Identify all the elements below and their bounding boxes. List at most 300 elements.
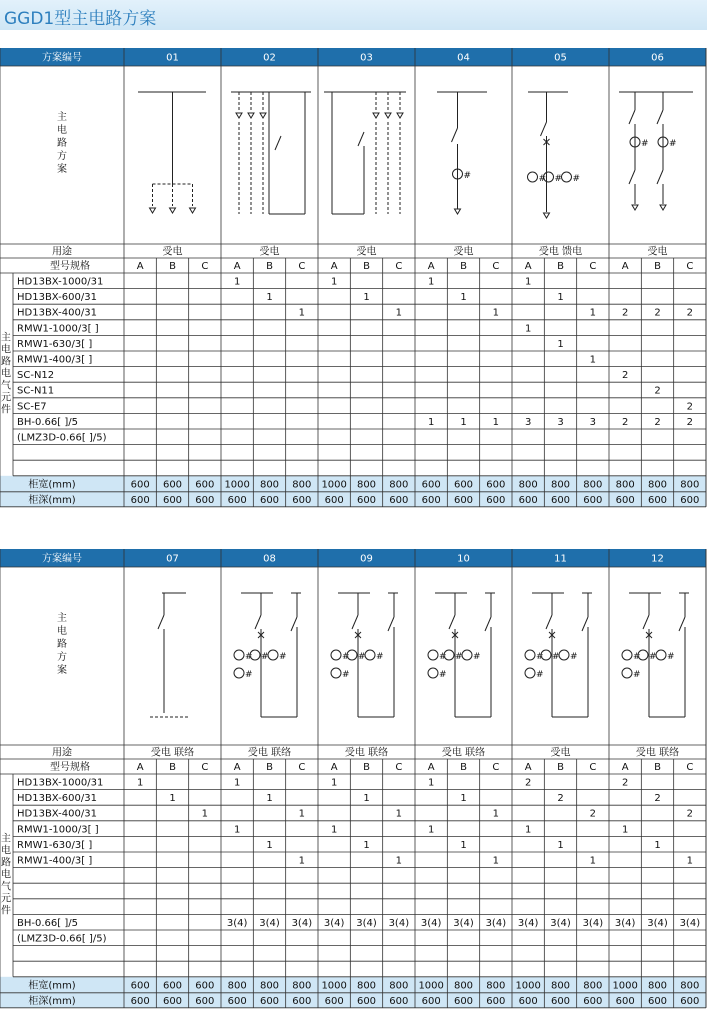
ct-mark: # (279, 652, 287, 662)
main-elec-label: 电 (1, 344, 11, 356)
depth-value: 600 (518, 995, 538, 1007)
main-elec-label: 电 (1, 368, 11, 380)
current-transformer-icon (656, 650, 666, 660)
depth-value: 600 (292, 494, 312, 506)
ct-mark: # (376, 652, 384, 662)
component-qty: 1 (266, 292, 273, 304)
width-value: 800 (356, 479, 377, 491)
width-value: 1000 (321, 479, 347, 491)
component-qty: 1 (363, 839, 370, 851)
depth-value: 600 (550, 494, 571, 506)
sub-col-label: B (557, 762, 564, 773)
component-label: HD13BX-600/31 (17, 292, 97, 304)
depth-value: 600 (518, 494, 538, 506)
component-label: HD13BX-1000/31 (17, 276, 104, 288)
component-qty: 1 (363, 292, 370, 304)
width-value: 800 (292, 980, 312, 992)
current-transformer-icon (562, 172, 572, 182)
width-value: 1000 (224, 479, 250, 491)
main-circuit-label: 路 (57, 138, 67, 149)
component-label: RMW1-400/3[ ] (17, 855, 93, 867)
component-qty: 1 (266, 793, 273, 805)
depth-value: 600 (453, 494, 474, 506)
main-elec-label: 主 (1, 332, 11, 344)
wire (275, 136, 281, 150)
component-qty: 3(4) (679, 917, 701, 929)
width-value: 600 (453, 479, 474, 491)
component-qty: 2 (654, 793, 661, 805)
component-qty: 2 (654, 385, 661, 397)
width-value: 600 (162, 479, 183, 491)
sub-col-label: C (589, 762, 597, 773)
depth-value: 600 (680, 995, 700, 1007)
width-value: 800 (550, 479, 571, 491)
usage-value: 受电 联络 (247, 747, 292, 759)
component-qty: 1 (557, 292, 564, 304)
width-value: 1000 (515, 980, 541, 992)
depth-value: 600 (615, 995, 635, 1007)
component-qty: 1 (492, 808, 500, 820)
wire (291, 617, 297, 631)
circuit-diagrams-2 (150, 593, 689, 717)
component-qty: 1 (589, 354, 597, 366)
component-qty: 3(4) (550, 917, 571, 929)
arrow-icon (150, 208, 156, 213)
main-circuit-label: 主 (57, 613, 67, 624)
depth-value: 600 (195, 995, 215, 1007)
sub-col-label: C (201, 762, 209, 773)
usage-value: 受电 联络 (441, 747, 486, 759)
sub-col-label: A (427, 261, 435, 272)
main-elec-label: 元 (1, 893, 11, 905)
component-qty: 1 (330, 777, 338, 789)
wire (629, 170, 635, 184)
scheme-number: 04 (457, 52, 470, 64)
component-qty: 3(4) (485, 917, 507, 929)
main-elec-label: 电 (1, 869, 11, 881)
component-qty: 1 (524, 276, 532, 288)
wire (158, 615, 164, 629)
wire (452, 128, 458, 142)
ct-mark: # (641, 139, 649, 149)
wire (358, 132, 364, 146)
component-qty: 1 (266, 839, 273, 851)
scheme-number: 12 (651, 553, 664, 565)
main-elec-label: 路 (1, 857, 11, 869)
component-label: BH-0.66[ ]/5 (17, 416, 78, 428)
arrow-icon (544, 213, 550, 218)
sub-col-label: C (298, 261, 306, 272)
depth-value: 600 (647, 995, 668, 1007)
ct-mark: # (554, 174, 563, 184)
component-qty: 2 (621, 777, 629, 789)
scheme-no-label: 方案编号 (42, 52, 82, 64)
depth-value: 600 (162, 494, 183, 506)
width-value: 800 (486, 980, 506, 992)
component-qty: 1 (460, 839, 467, 851)
depth-value: 600 (130, 494, 150, 506)
width-value: 800 (389, 479, 409, 491)
component-qty: 1 (492, 416, 500, 428)
sub-col-label: B (266, 261, 273, 272)
arrow-icon (190, 208, 196, 213)
wire (485, 617, 491, 631)
component-qty: 1 (460, 292, 467, 304)
component-qty: 1 (557, 338, 564, 350)
component-qty: 3(4) (647, 917, 668, 929)
component-qty: 1 (557, 839, 564, 851)
sub-col-label: A (136, 261, 144, 272)
ct-mark: # (669, 139, 677, 149)
component-qty: 1 (524, 323, 532, 335)
main-elec-label: 气 (1, 380, 11, 392)
sub-col-label: B (363, 762, 370, 773)
usage-value: 受电 (356, 246, 377, 258)
depth-value: 600 (292, 995, 312, 1007)
main-circuit-label: 电 (57, 626, 67, 637)
width-label: 柜宽(mm) (28, 479, 76, 491)
ct-mark: # (552, 652, 560, 662)
component-qty: 1 (395, 307, 403, 319)
width-value: 800 (453, 980, 474, 992)
ct-mark: # (358, 652, 366, 662)
sub-col-label: C (298, 762, 306, 773)
current-transformer-icon (525, 650, 535, 660)
main-elec-label: 路 (1, 356, 11, 368)
depth-value: 600 (486, 995, 506, 1007)
ct-mark: # (245, 652, 253, 662)
component-qty: 1 (524, 824, 532, 836)
width-value: 1000 (321, 980, 347, 992)
sub-col-label: A (330, 261, 338, 272)
component-qty: 3(4) (453, 917, 474, 929)
component-qty: 3 (557, 416, 564, 428)
usage-value: 受电 (550, 747, 571, 759)
current-transformer-icon (365, 650, 375, 660)
scheme-number: 08 (263, 553, 276, 565)
depth-value: 600 (324, 494, 344, 506)
ct-mark: # (463, 171, 472, 181)
scheme-number: 10 (457, 553, 470, 565)
component-qty: 1 (169, 793, 176, 805)
sub-col-label: C (395, 261, 403, 272)
wire (541, 122, 547, 136)
component-qty: 2 (654, 416, 661, 428)
wire (657, 170, 663, 184)
width-value: 800 (647, 980, 668, 992)
sub-col-label: C (492, 261, 500, 272)
component-qty: 2 (621, 370, 629, 382)
depth-value: 600 (259, 995, 280, 1007)
sub-col-label: A (524, 762, 532, 773)
depth-value: 600 (421, 995, 441, 1007)
component-label: RMW1-1000/3[ ] (17, 323, 99, 335)
depth-value: 600 (195, 494, 215, 506)
component-qty: 1 (621, 824, 629, 836)
component-label: HD13BX-400/31 (17, 307, 97, 319)
depth-value: 600 (324, 995, 344, 1007)
component-qty: 1 (427, 777, 435, 789)
current-transformer-icon (331, 668, 341, 678)
component-label: RMW1-400/3[ ] (17, 354, 93, 366)
component-qty: 3(4) (259, 917, 280, 929)
depth-label: 柜深(mm) (28, 995, 76, 1007)
width-label: 柜宽(mm) (28, 980, 76, 992)
arrow-icon (260, 113, 266, 118)
sub-col-label: B (460, 762, 467, 773)
component-label: (LMZ3D-0.66[ ]/5) (17, 432, 107, 444)
wire (679, 617, 685, 631)
depth-value: 600 (162, 995, 183, 1007)
wire (582, 617, 588, 631)
arrow-icon (455, 209, 461, 214)
current-transformer-icon (428, 668, 438, 678)
ct-mark: # (342, 670, 350, 680)
component-qty: 1 (427, 276, 435, 288)
component-label: RMW1-630/3[ ] (17, 839, 93, 851)
wire (629, 110, 635, 124)
arrow-icon (660, 205, 666, 210)
component-qty: 1 (492, 307, 500, 319)
depth-label: 柜深(mm) (28, 494, 76, 506)
component-qty: 1 (298, 855, 306, 867)
arrow-icon (236, 113, 242, 118)
current-transformer-icon (428, 650, 438, 660)
depth-value: 600 (389, 995, 409, 1007)
component-qty: 1 (686, 855, 694, 867)
ct-mark: # (261, 652, 269, 662)
model-label: 型号规格 (50, 261, 90, 272)
current-transformer-icon (462, 650, 472, 660)
current-transformer-icon (234, 650, 244, 660)
sub-col-label: B (460, 261, 467, 272)
sub-col-label: C (686, 762, 694, 773)
width-value: 800 (292, 479, 312, 491)
width-value: 600 (421, 479, 441, 491)
width-value: 800 (680, 980, 700, 992)
main-circuit-label: 电 (57, 125, 67, 136)
sub-col-label: B (654, 762, 661, 773)
component-qty: 2 (686, 808, 694, 820)
ct-mark: # (536, 670, 544, 680)
sub-col-label: B (654, 261, 661, 272)
width-value: 600 (130, 980, 150, 992)
component-qty: 1 (330, 276, 338, 288)
component-qty: 3 (589, 416, 597, 428)
scheme-number: 06 (651, 52, 664, 64)
component-qty: 3(4) (356, 917, 377, 929)
usage-value: 受电 联络 (344, 747, 389, 759)
depth-value: 600 (615, 494, 635, 506)
sub-col-label: A (427, 762, 435, 773)
component-qty: 1 (395, 808, 403, 820)
width-value: 800 (259, 479, 280, 491)
wire (546, 615, 552, 629)
component-qty: 1 (395, 855, 403, 867)
scheme-no-label: 方案编号 (42, 553, 82, 565)
depth-value: 600 (227, 494, 247, 506)
depth-value: 600 (680, 494, 700, 506)
usage-value: 受电 联络 (635, 747, 680, 759)
ct-mark: # (538, 174, 547, 184)
depth-value: 600 (583, 995, 603, 1007)
page-title: GGD1型主电路方案 (4, 9, 157, 29)
sub-col-label: C (201, 261, 209, 272)
width-value: 800 (227, 980, 247, 992)
width-value: 600 (162, 980, 183, 992)
width-value: 1000 (418, 980, 444, 992)
width-value: 600 (130, 479, 150, 491)
ct-mark: # (455, 652, 463, 662)
width-value: 800 (583, 980, 603, 992)
width-value: 800 (680, 479, 700, 491)
component-qty: 1 (460, 416, 467, 428)
main-elec-label: 电 (1, 845, 11, 857)
depth-value: 600 (486, 494, 506, 506)
depth-value: 600 (356, 494, 377, 506)
component-qty: 1 (654, 839, 661, 851)
width-value: 600 (486, 479, 506, 491)
width-value: 800 (259, 980, 280, 992)
main-circuit-label: 主 (57, 112, 67, 123)
main-elec-label: 元 (1, 392, 11, 404)
wire (255, 615, 261, 629)
component-label: SC-N11 (17, 385, 55, 397)
ct-mark: # (572, 174, 581, 184)
current-transformer-icon (622, 650, 632, 660)
component-qty: 3(4) (582, 917, 604, 929)
component-qty: 3 (524, 416, 532, 428)
main-circuit-label: 案 (57, 164, 67, 175)
component-label: BH-0.66[ ]/5 (17, 917, 78, 929)
depth-value: 600 (421, 494, 441, 506)
main-elec-label: 气 (1, 881, 11, 893)
wire (449, 615, 455, 629)
sub-col-label: A (621, 261, 629, 272)
sub-col-label: C (589, 261, 597, 272)
sub-col-label: C (492, 762, 500, 773)
arrow-icon (373, 113, 379, 118)
component-qty: 1 (427, 824, 435, 836)
component-qty: 1 (330, 824, 338, 836)
component-qty: 1 (589, 307, 597, 319)
component-label: HD13BX-1000/31 (17, 777, 104, 789)
usage-value: 受电 (162, 246, 183, 258)
main-circuit-label: 方 (57, 652, 67, 663)
sub-col-label: B (363, 261, 370, 272)
ct-mark: # (633, 652, 641, 662)
depth-value: 600 (583, 494, 603, 506)
component-qty: 2 (524, 777, 532, 789)
sub-col-label: B (266, 762, 273, 773)
arrow-icon (248, 113, 254, 118)
component-qty: 1 (492, 855, 500, 867)
component-qty: 1 (233, 777, 241, 789)
current-transformer-icon (559, 650, 569, 660)
wire (643, 615, 649, 629)
current-transformer-icon (331, 650, 341, 660)
component-qty: 3(4) (420, 917, 442, 929)
main-circuit-label: 方 (57, 151, 67, 162)
component-qty: 1 (136, 777, 144, 789)
scheme-number: 09 (360, 553, 373, 565)
usage-value: 受电 (453, 246, 474, 258)
component-qty: 1 (201, 808, 209, 820)
sub-col-label: C (395, 762, 403, 773)
scheme-number: 11 (554, 553, 567, 565)
ct-mark: # (536, 652, 544, 662)
depth-value: 600 (550, 995, 571, 1007)
component-label: RMW1-1000/3[ ] (17, 824, 99, 836)
sub-col-label: A (233, 261, 241, 272)
ct-mark: # (473, 652, 481, 662)
depth-value: 600 (356, 995, 377, 1007)
header-bar (0, 48, 706, 66)
component-qty: 1 (298, 808, 306, 820)
width-value: 800 (389, 980, 409, 992)
depth-value: 600 (130, 995, 150, 1007)
component-label: HD13BX-400/31 (17, 808, 97, 820)
component-qty: 2 (686, 307, 694, 319)
arrow-icon (385, 113, 391, 118)
component-label: SC-E7 (17, 401, 47, 413)
component-label: SC-N12 (17, 370, 55, 382)
main-elec-label: 件 (1, 905, 11, 917)
component-qty: 1 (363, 793, 370, 805)
depth-value: 600 (647, 494, 668, 506)
usage-value: 受电 (647, 246, 668, 258)
scheme-number: 07 (166, 553, 179, 565)
ct-mark: # (439, 652, 447, 662)
usage-label: 用途 (52, 747, 72, 759)
component-qty: 3(4) (388, 917, 410, 929)
usage-value: 受电 馈电 (538, 246, 583, 258)
scheme-number: 01 (166, 52, 179, 64)
usage-label: 用途 (52, 246, 72, 258)
current-transformer-icon (528, 172, 538, 182)
depth-value: 600 (389, 494, 409, 506)
depth-value: 600 (259, 494, 280, 506)
wire (657, 110, 663, 124)
current-transformer-icon (268, 650, 278, 660)
sub-col-label: C (686, 261, 694, 272)
sub-col-label: A (330, 762, 338, 773)
ct-mark: # (342, 652, 350, 662)
component-qty: 3(4) (517, 917, 539, 929)
width-value: 800 (518, 479, 538, 491)
component-label: (LMZ3D-0.66[ ]/5) (17, 933, 107, 945)
header-bar (0, 549, 706, 567)
depth-value: 600 (453, 995, 474, 1007)
ct-mark: # (245, 670, 253, 680)
width-value: 800 (550, 980, 571, 992)
component-label: RMW1-630/3[ ] (17, 338, 93, 350)
usage-value: 受电 (259, 246, 280, 258)
wire (388, 617, 394, 631)
component-qty: 2 (557, 793, 564, 805)
component-qty: 1 (233, 276, 241, 288)
current-transformer-icon (525, 668, 535, 678)
component-qty: 1 (427, 416, 435, 428)
depth-value: 600 (227, 995, 247, 1007)
component-qty: 2 (621, 307, 629, 319)
wire (352, 615, 358, 629)
model-label: 型号规格 (50, 762, 90, 773)
current-transformer-icon (622, 668, 632, 678)
main-circuit-label: 路 (57, 639, 67, 650)
main-elec-label: 件 (1, 404, 11, 416)
component-qty: 2 (589, 808, 597, 820)
